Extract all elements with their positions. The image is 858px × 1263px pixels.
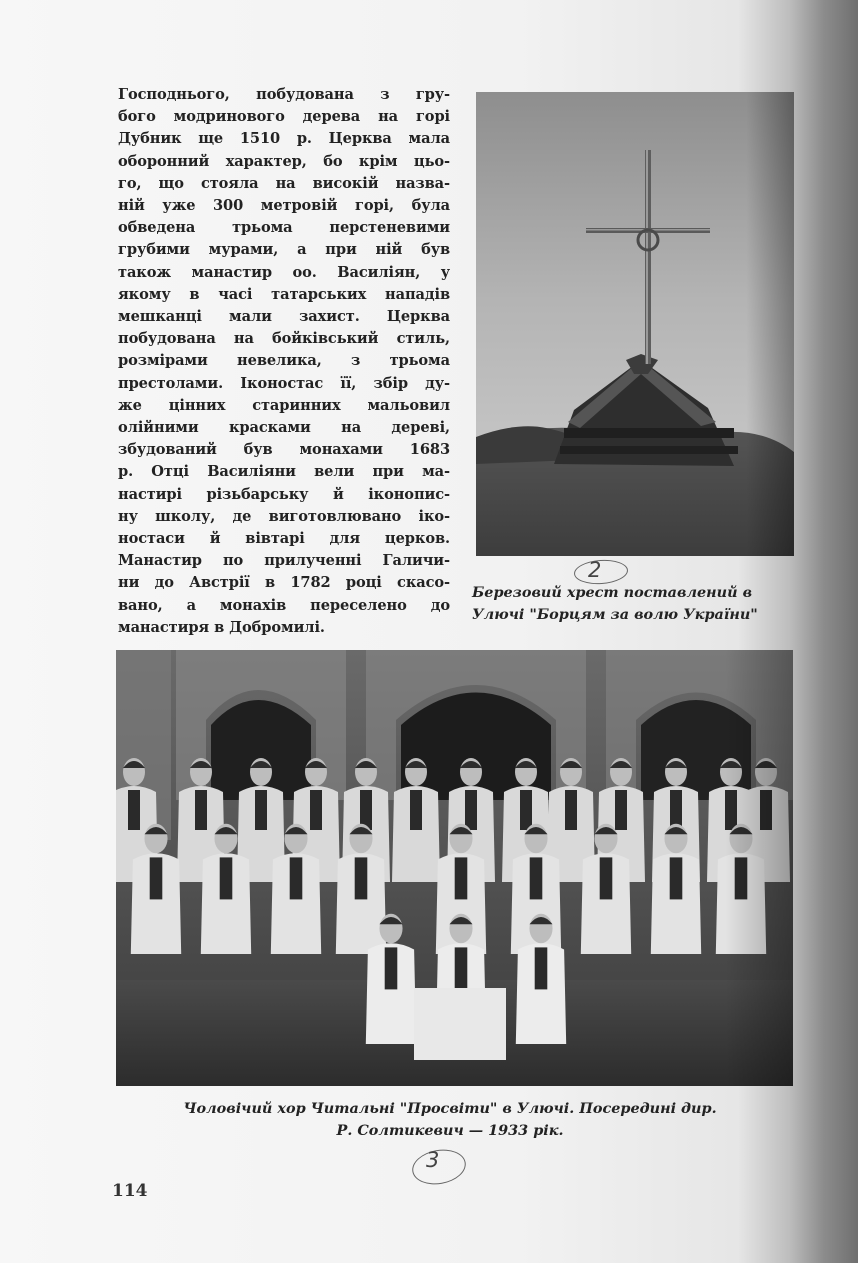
body-line: манастиря в Добромилі.	[118, 618, 325, 636]
page-number: 114	[112, 1181, 148, 1201]
body-line: же цінних старинних мальовил	[118, 396, 450, 414]
handwritten-number: 3	[426, 1148, 440, 1172]
body-line: Господнього, побудована з гру-	[118, 86, 450, 103]
body-line: мешканці мали захист. Церква	[118, 308, 450, 326]
choir-photo	[116, 650, 793, 1086]
caption-line: Березовий хрест поставлений в	[472, 584, 753, 601]
caption-line: Чоловічий хор Читальні "Просвіти" в Улючі. Посередині дир.	[183, 1100, 717, 1117]
body-line: Дубник ще 1510 р. Церква мала	[118, 130, 450, 148]
body-line: якому в часі татарських нападів	[118, 285, 450, 303]
body-line: оборонний характер, бо крім цьо-	[118, 152, 450, 170]
body-line: також манастир оо. Василіян, у	[118, 263, 450, 281]
body-line: вано, а монахів переселено до	[118, 596, 450, 614]
cross-photo	[476, 92, 794, 556]
body-line: настирі різьбарську й іконопис-	[118, 485, 450, 503]
body-line: олійними красками на дереві,	[118, 419, 450, 437]
body-line: побудована на бойківський стиль,	[118, 330, 450, 348]
body-line: ни до Австрії в 1782 році скасо-	[118, 574, 450, 592]
body-line: р. Отці Василіяни вели при ма-	[118, 463, 450, 481]
body-text-column	[118, 84, 450, 639]
body-line: грубими мурами, а при ній був	[118, 241, 450, 259]
cross-photo-caption	[472, 582, 802, 626]
body-line: Манастир по прилученні Галичи-	[118, 552, 450, 570]
choir-photo-caption	[120, 1098, 780, 1142]
body-line: ній уже 300 метровій горі, була	[118, 197, 450, 215]
body-line: бого модринового дерева на горі	[118, 108, 450, 126]
caption-line: Р. Солтикевич — 1933 рік.	[336, 1122, 564, 1139]
body-line: ну школу, де виготовлювано іко-	[118, 507, 450, 525]
handwritten-number: 2	[588, 558, 602, 582]
body-line: розмірами невелика, з трьома	[118, 352, 450, 370]
body-line: збудований був монахами 1683	[118, 441, 450, 459]
body-line: обведена трьома перстеневими	[118, 219, 450, 237]
body-line: престолами. Іконостас її, збір ду-	[118, 374, 450, 392]
caption-line: Улючі "Борцям за волю України"	[472, 606, 758, 623]
body-line: ностаси й вівтарі для церков.	[118, 530, 450, 548]
body-line: го, що стояла на високій назва-	[118, 174, 450, 192]
